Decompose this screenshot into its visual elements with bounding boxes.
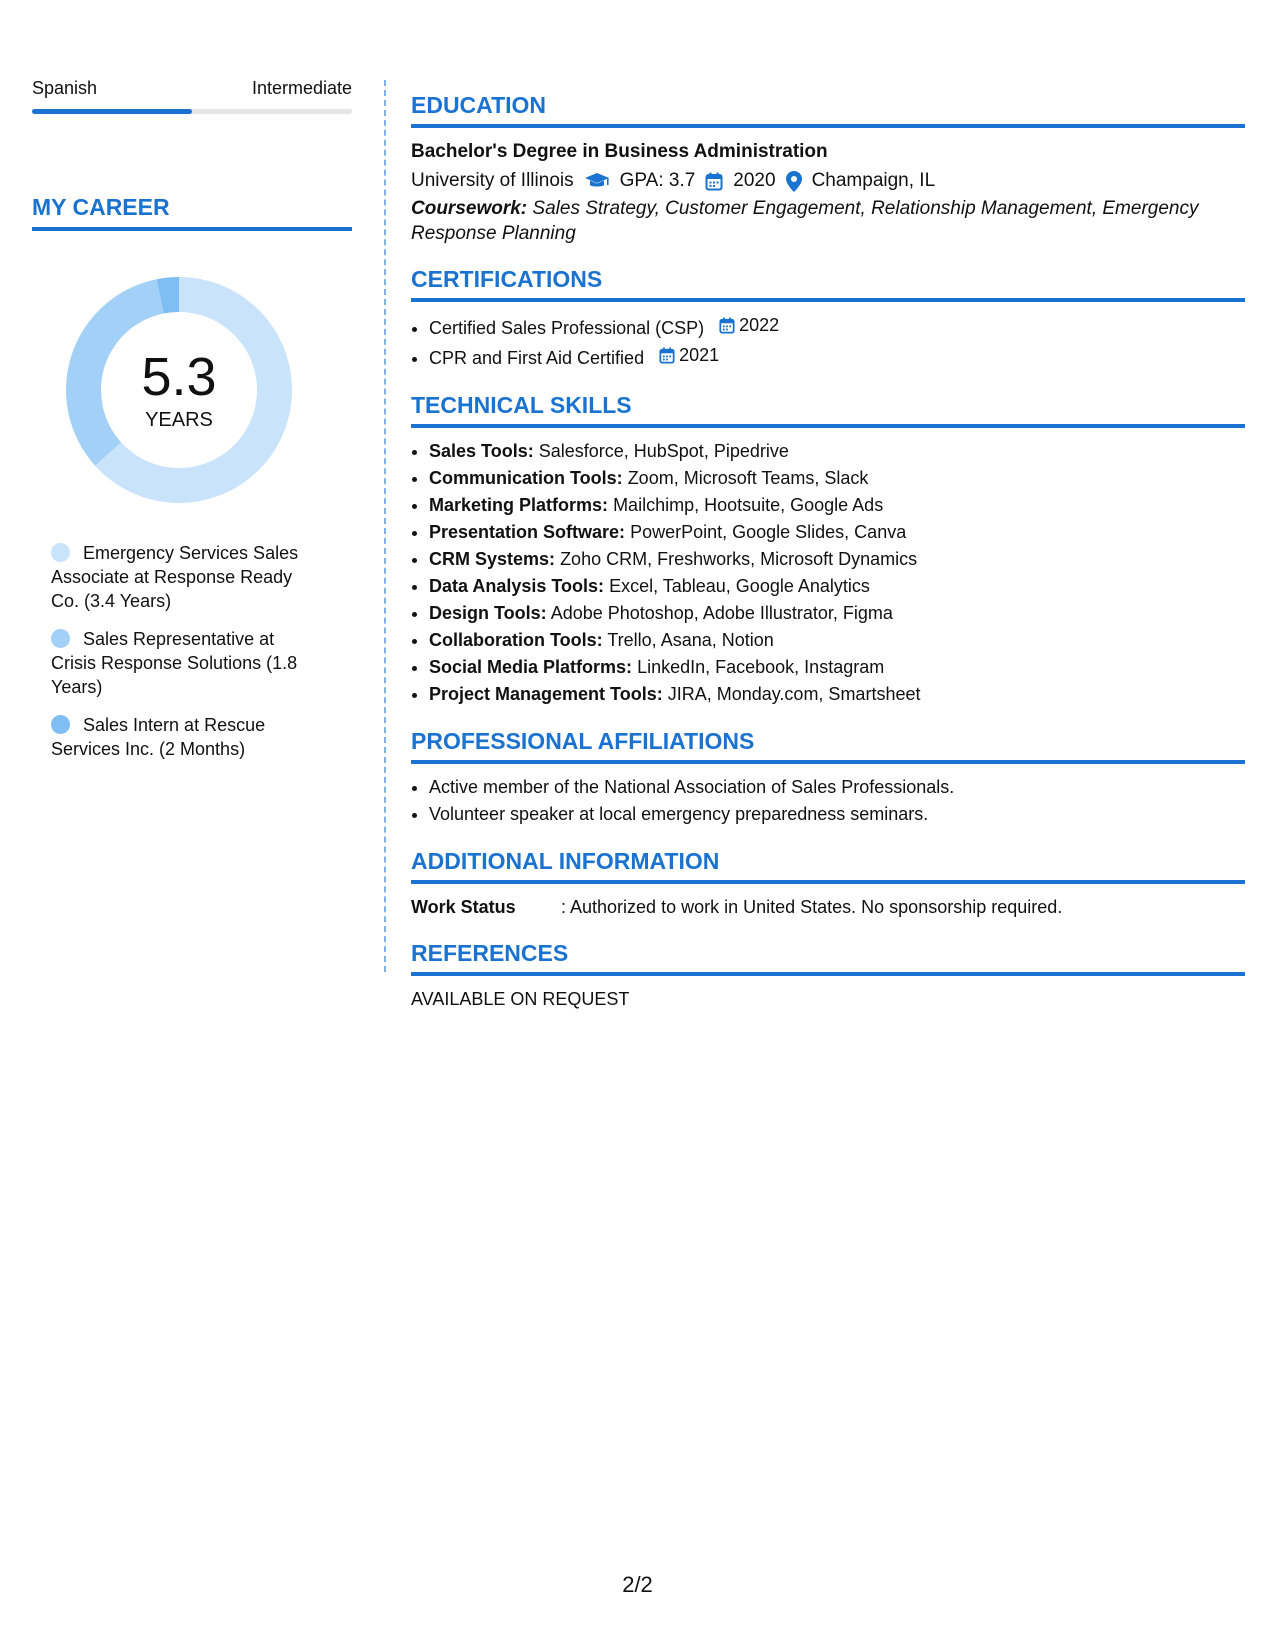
graduation-cap-icon [584,172,610,190]
certification-item [429,342,1245,372]
technical-skills-title: TECHNICAL SKILLS [411,392,1245,428]
skill-item [429,546,1245,573]
additional-info-section [411,848,1245,920]
language-name: Spanish [32,78,98,98]
skill-item [429,600,1245,627]
education-title: EDUCATION [411,92,1245,128]
references-section [411,940,1245,1012]
coursework [411,196,1245,246]
affiliation-item: • Volunteer speaker at local emergency preparedness seminars. [429,801,1245,828]
skill-label: Marketing Platforms: [429,495,609,515]
column-divider [384,80,386,972]
career-legend-item [51,713,321,761]
calendar-icon [705,172,723,191]
skill-label: Project Management Tools: [429,684,663,704]
left-column [32,78,352,775]
certifications-section [411,266,1245,372]
certification-name: Certified Sales Professional (CSP) [429,318,705,338]
calendar-icon [719,317,735,334]
work-status-value: : Authorized to work in United States. No sponsorship required. [561,897,1063,917]
skill-value: Adobe Photoshop, Adobe Illustrator, Figma [550,603,893,623]
page-number: 2/2 [622,1572,653,1597]
language-proficiency-bar [32,109,352,114]
certification-name: CPR and First Aid Certified [429,348,645,368]
skill-item [429,654,1245,681]
skill-value: Zoom, Microsoft Teams, Slack [627,468,869,488]
legend-dot-icon [51,629,70,648]
certifications-title: CERTIFICATIONS [411,266,1245,302]
references-title: REFERENCES [411,940,1245,976]
career-legend-item [51,627,321,699]
references-text: AVAILABLE ON REQUEST [411,989,630,1009]
career-section-title: MY CAREER [32,194,352,231]
technical-skills-section [411,392,1245,708]
skill-value: Trello, Asana, Notion [607,630,774,650]
skill-label: Sales Tools: [429,441,534,461]
right-column [411,92,1245,1032]
skill-value: PowerPoint, Google Slides, Canva [630,522,907,542]
skill-item [429,465,1245,492]
skill-item [429,573,1245,600]
coursework-label: Coursework: [411,198,528,219]
gpa: GPA: 3.7 [619,170,696,191]
additional-info-title: ADDITIONAL INFORMATION [411,848,1245,884]
career-legend [51,541,321,761]
language-row [32,78,352,99]
certification-year: 2022 [739,315,780,335]
skill-value: Excel, Tableau, Google Analytics [609,576,870,596]
certification-year: 2021 [679,345,720,365]
skill-item [429,438,1245,465]
skill-value: LinkedIn, Facebook, Instagram [637,657,885,677]
skill-value: Mailchimp, Hootsuite, Google Ads [613,495,884,515]
calendar-icon [659,347,675,364]
affiliations-section [411,728,1245,828]
skill-value: Zoho CRM, Freshworks, Microsoft Dynamics [560,549,918,569]
skill-label: Presentation Software: [429,522,626,542]
skill-label: Data Analysis Tools: [429,576,605,596]
education-details [411,166,1245,196]
work-status-row [411,894,1245,920]
degree-title: Bachelor's Degree in Business Administration [411,141,828,162]
skill-value: JIRA, Monday.com, Smartsheet [667,684,921,704]
affiliations-title: PROFESSIONAL AFFILIATIONS [411,728,1245,764]
skill-label: CRM Systems: [429,549,556,569]
skill-label: Collaboration Tools: [429,630,603,650]
skill-item [429,492,1245,519]
affiliation-item: • Active member of the National Association of Sales Professionals. [429,774,1245,801]
career-legend-item [51,541,321,613]
language-proficiency-fill [32,109,192,114]
coursework-list: Sales Strategy, Customer Engagement, Relationship Management, Emergency Response Planning [411,198,1199,244]
certification-item [429,312,1245,342]
skill-item [429,681,1245,708]
skill-item [429,519,1245,546]
location-pin-icon [786,171,802,192]
work-status-label: Work Status [411,897,516,917]
career-total-value: 5.3 [141,346,217,407]
career-legend-label: Sales Intern at Rescue Services Inc. (2 Months) [51,715,266,759]
skill-label: Social Media Platforms: [429,657,633,677]
language-level: Intermediate [251,78,352,98]
career-donut-chart [64,275,294,505]
school-location: Champaign, IL [811,170,936,191]
skill-label: Communication Tools: [429,468,623,488]
legend-dot-icon [51,543,70,562]
graduation-year: 2020 [733,170,776,191]
skill-value: Salesforce, HubSpot, Pipedrive [538,441,789,461]
legend-dot-icon [51,715,70,734]
career-total-unit: YEARS [145,408,213,431]
career-legend-label: Emergency Services Sales Associate at Response Ready Co. (3.4 Years) [51,543,299,611]
education-section [411,92,1245,246]
school-name: University of Illinois [411,170,574,191]
skill-label: Design Tools: [429,603,547,623]
career-legend-label: Sales Representative at Crisis Response Solutions (1.8 Years) [51,629,298,697]
skill-item [429,627,1245,654]
